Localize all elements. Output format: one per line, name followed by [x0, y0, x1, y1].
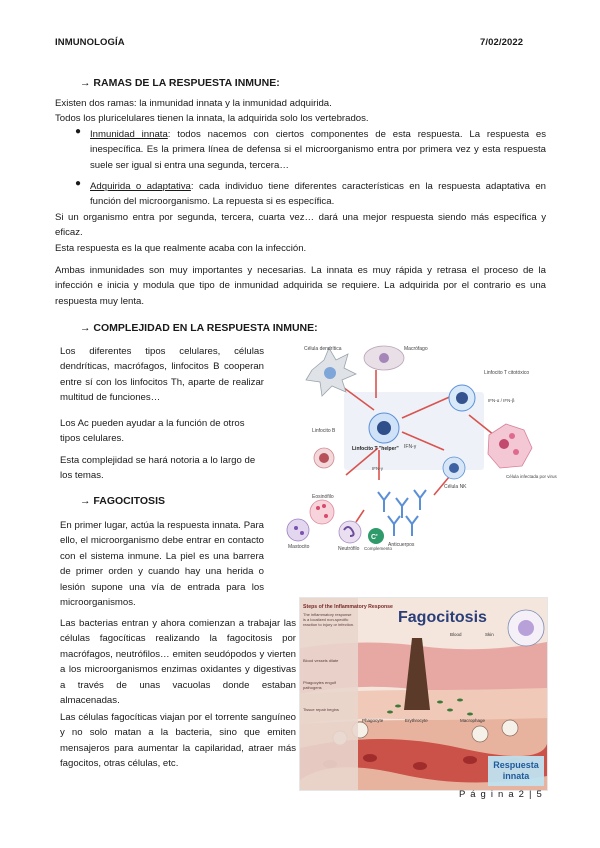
figure2-title: Fagocitosis [398, 609, 487, 626]
label-macrophage-fig2: Macrophage [460, 718, 486, 723]
innate-response-badge: Respuesta innata [493, 760, 539, 781]
label-th: Linfocito T "helper" [352, 446, 399, 452]
callout-1: Blood vessels dilate [303, 658, 339, 663]
intro-paragraph-1: Existen dos ramas: la inmunidad innata y la inmunidad adquirida. [55, 98, 332, 109]
document-subject: INMUNOLOGÍA [55, 37, 125, 48]
eosinophil-icon [310, 500, 334, 524]
bullet-dot-icon: ● [75, 178, 82, 189]
callout-2: Phagocytes engulf pathogens [303, 679, 336, 690]
paragraph-cell-types: Los diferentes tipos celulares, células dendríticas, macrófagos, linfocitos B cooperan entre sí con los linfocitos Th, aparte de realizar multitud de funciones… [60, 346, 264, 404]
phagocytosis-figure [299, 597, 548, 791]
mast-cell-icon [287, 519, 309, 541]
bullet-dot-icon: ● [75, 126, 82, 137]
label-ifn-alpha: IFN-α / IFN-β [488, 398, 515, 403]
label-skin: Skin [485, 632, 494, 637]
text-innate: : todos nacemos con ciertos componentes de esta respuesta. La respuesta es inespecífica. Es la primera línea de defensa si el microorganismo entra por primera vez y esta respuesta suele ser igual si entra una segunda, tercera… [90, 129, 547, 171]
label-ifn-gamma: IFN-γ [372, 466, 383, 471]
macrophage-icon [364, 346, 404, 370]
cytotoxic-t-cell-icon [449, 385, 475, 411]
text-adaptive: : cada individuo tiene diferentes características en la respuesta adaptativa en función del microorganismo. La repuesta si es específica. [90, 181, 546, 208]
label-ifn: IFN-γ [404, 444, 417, 450]
label-tc: Linfocito T citotóxico [484, 370, 530, 376]
label-nk: Célula NK [444, 484, 467, 490]
b-cell-icon [314, 448, 334, 468]
stages-text: The inflammatory response is a localized non-specific reaction to injury or infection. [303, 612, 355, 627]
label-mast: Mastocito [288, 544, 310, 550]
helper-t-cell-icon [369, 413, 399, 443]
section-title-fagocitosis: → FAGOCITOSIS [80, 495, 165, 507]
page-number: P á g i n a 2 | 5 [459, 789, 543, 800]
label-blood: Blood [450, 632, 462, 637]
complement-icon [368, 528, 384, 544]
paragraph-both-immunities: Ambas inmunidades son muy importantes y necesarias. La innata es muy rápida y retrasa el proceso de la infección e inicia y modula que tipo de inmunidad adquirida se requiere. La adquirida por el contrario es una respuesta muy lenta. [55, 265, 546, 307]
label-erythrocyte: Erythrocyte [405, 718, 428, 723]
label-infected: Célula infectada por virus [506, 474, 557, 479]
paragraph-second-entry: Si un organismo entra por segunda, tercera, cuarta vez… dará una mejor respuesta siendo más específica y eficaz. [55, 212, 546, 239]
label-b: Linfocito B [312, 428, 336, 434]
section-title-complejidad: → COMPLEJIDAD EN LA RESPUESTA INMUNE: [80, 322, 318, 334]
paragraph-phagocytes-travel: Las células fagocíticas viajan por el torrente sanguíneo y no solo matan a la bacteria, sino que emiten mensajeros para aumentar la capilaridad, atraer más fagocitos, otras células, etc. [60, 712, 296, 770]
paragraph-antibodies: Los Ac pueden ayudar a la función de otros tipos celulares. [60, 418, 245, 445]
paragraph-innate-first: En primer lugar, actúa la respuesta innata. Para ello, el microorganismo debe entrar en contacto con el sistema inmune. La piel es una barrera de primer orden y cuando hay una herida o lesión supone una vía de entrada para los microorganismos. [60, 520, 264, 609]
paragraph-complexity: Esta complejidad se hará notoria a lo largo de los temas. [60, 455, 256, 482]
label-dendritic: Célula dendrítica [304, 346, 342, 352]
section-title-ramas: → RAMAS DE LA RESPUESTA INMUNE: [80, 77, 280, 89]
label-eosinophil: Eosinófilo [312, 494, 334, 500]
label-complement: Complemento [364, 546, 393, 551]
label-neutrophil: Neutrófilo [338, 546, 360, 552]
nk-cell-icon [443, 457, 465, 479]
label-phagocyte: Phagocyte [362, 718, 384, 723]
stages-title: Steps of the Inflammatory Response [303, 604, 393, 610]
paragraph-bacteria: Las bacterias entran y ahora comienzan a trabajar las células fagocíticas realizando la fagocitosis por macrófagos, neutrófilos… emiten seudópodos y vierten a los microorganismos enzimas oxidantes y digestivas a través de unas vacuolas donde estaban almacenadas. [60, 618, 296, 707]
neutrophil-icon [339, 521, 361, 543]
label-antibodies: Anticuerpos [388, 542, 415, 548]
bullet-innate [90, 127, 546, 173]
document-date: 7/02/2022 [480, 37, 524, 48]
callout-3: Tissue repair begins [303, 706, 339, 712]
bullet-adaptive [90, 179, 546, 210]
paragraph-infection-end: Esta respuesta es la que realmente acaba con la infección. [55, 243, 307, 254]
complement-letter: C' [371, 534, 378, 541]
label-macrophage: Macrófago [404, 346, 428, 352]
term-innate: Inmunidad innata [90, 129, 168, 140]
term-adaptive: Adquirida o adaptativa [90, 181, 191, 192]
intro-paragraph-2: Todos los pluricelulares tienen la innata, la adquirida solo los vertebrados. [55, 113, 369, 124]
immune-cooperation-figure [284, 340, 557, 552]
